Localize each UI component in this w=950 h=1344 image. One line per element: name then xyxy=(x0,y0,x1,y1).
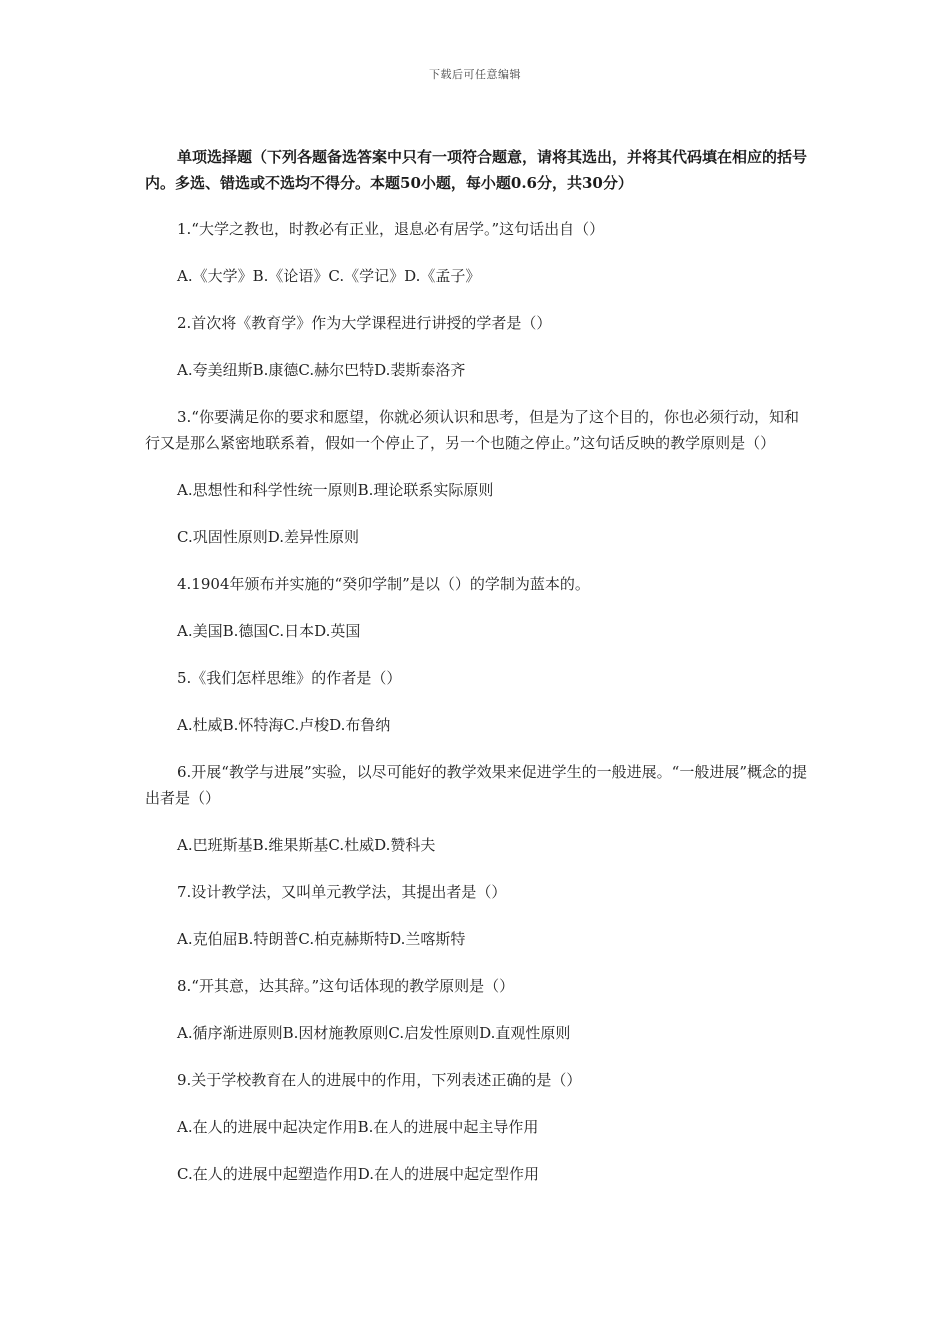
question-9: 9.关于学校教育在人的进展中的作用，下列表述正确的是（） xyxy=(177,1071,582,1089)
section-instructions: 单项选择题（下列各题备选答案中只有一项符合题意，请将其选出，并将其代码填在相应的括号内。多选、错选或不选均不得分。本题50小题，每小题0.6分，共30分） xyxy=(145,148,808,192)
question-4-options: A.美国B.德国C.日本D.英国 xyxy=(177,622,361,640)
question-8-options: A.循序渐进原则B.因材施教原则C.启发性原则D.直观性原则 xyxy=(177,1024,571,1042)
question-2: 2.首次将《教育学》作为大学课程进行讲授的学者是（） xyxy=(177,314,552,332)
question-8: 8.“开其意，达其辞。”这句话体现的教学原则是（） xyxy=(177,977,515,995)
question-3: 3.“你要满足你的要求和愿望，你就必须认识和思考，但是为了这个目的，你也必须行动，知和行又是那么紧密地联系着，假如一个停止了，另一个也随之停止。”这句话反映的教学原则是（） xyxy=(145,408,799,452)
question-5: 5.《我们怎样思维》的作者是（） xyxy=(177,669,402,687)
question-1: 1.“大学之教也，时教必有正业，退息必有居学。”这句话出自（） xyxy=(177,220,605,238)
question-2-options: A.夸美纽斯B.康德C.赫尔巴特D.裴斯泰洛齐 xyxy=(177,361,466,379)
question-7-options: A.克伯屈B.特朗普C.柏克赫斯特D.兰喀斯特 xyxy=(177,930,466,948)
question-9-options-line-2: C.在人的进展中起塑造作用D.在人的进展中起定型作用 xyxy=(177,1165,539,1183)
question-5-options: A.杜威B.怀特海C.卢梭D.布鲁纳 xyxy=(177,716,391,734)
question-4: 4.1904年颁布并实施的“癸卯学制”是以（）的学制为蓝本的。 xyxy=(177,575,590,593)
question-6-options: A.巴班斯基B.维果斯基C.杜威D.赞科夫 xyxy=(177,836,436,854)
document-body xyxy=(145,144,807,1208)
question-9-options-line-1: A.在人的进展中起决定作用B.在人的进展中起主导作用 xyxy=(177,1118,539,1136)
question-7: 7.设计教学法，又叫单元教学法，其提出者是（） xyxy=(177,883,507,901)
question-6: 6.开展“教学与进展”实验，以尽可能好的教学效果来促进学生的一般进展。“一般进展”概念的提出者是（） xyxy=(145,763,807,807)
page-header: 下载后可任意编辑 xyxy=(429,68,521,81)
question-3-options-line-1: A.思想性和科学性统一原则B.理论联系实际原则 xyxy=(177,481,494,499)
question-1-options: A.《大学》B.《论语》C.《学记》D.《孟子》 xyxy=(177,267,481,285)
question-3-options-line-2: C.巩固性原则D.差异性原则 xyxy=(177,528,359,546)
